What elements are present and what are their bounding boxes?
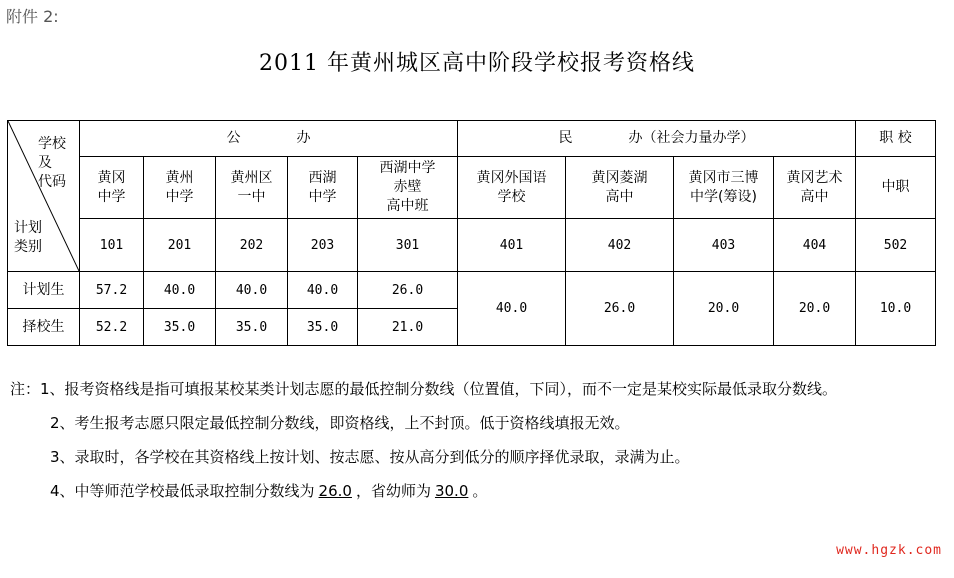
score-cell: 35.0: [144, 309, 216, 346]
school-name-cell: 黄冈艺术 高中: [774, 157, 856, 219]
corner-header-cell: [8, 121, 80, 272]
school-name-cell: 西湖中学 赤壁 高中班: [358, 157, 458, 219]
admission-score-table: [7, 120, 936, 346]
merged-score-cell: 20.0: [674, 272, 774, 346]
page-title: 2011 年黄州城区高中阶段学校报考资格线: [259, 51, 695, 76]
school-code-row: [8, 219, 936, 272]
score-cell: 52.2: [80, 309, 144, 346]
school-code-cell: 401: [458, 219, 566, 272]
school-name-cell: 黄冈市三博 中学(筹设): [674, 157, 774, 219]
attachment-label: 附件 2:: [6, 7, 59, 26]
note-2: 2、考生报考志愿只限定最低控制分数线，即资格线，上不封顶。低于资格线填报无效。: [50, 414, 630, 432]
merged-score-cell: 20.0: [774, 272, 856, 346]
score-cell: 21.0: [358, 309, 458, 346]
school-name-cell: 黄冈菱湖 高中: [566, 157, 674, 219]
merged-score-cell: 26.0: [566, 272, 674, 346]
school-name-cell: 西湖 中学: [288, 157, 358, 219]
school-code-cell: 403: [674, 219, 774, 272]
group-private: 民 办（社会力量办学）: [458, 121, 856, 157]
school-name-cell: 中职: [856, 157, 936, 219]
score-cell: 40.0: [144, 272, 216, 309]
merged-score-cell: 40.0: [458, 272, 566, 346]
merged-score-cell: 10.0: [856, 272, 936, 346]
school-name-cell: 黄州区 一中: [216, 157, 288, 219]
school-name-cell: 黄冈外国语 学校: [458, 157, 566, 219]
school-name-row: [8, 157, 936, 219]
school-code-cell: 502: [856, 219, 936, 272]
school-code-cell: 203: [288, 219, 358, 272]
normal-school-score: 26.0: [318, 482, 352, 500]
school-code-cell: 402: [566, 219, 674, 272]
corner-school-label: 学校 及 代码: [38, 136, 66, 190]
school-code-cell: 201: [144, 219, 216, 272]
note-4: 4、中等师范学校最低录取控制分数线为 26.0 ，省幼师为 30.0 。: [50, 482, 488, 500]
note-3: 3、录取时，各学校在其资格线上按计划、按志愿、按从高分到低分的顺序择优录取，录满为止。: [50, 448, 690, 466]
score-cell: 40.0: [216, 272, 288, 309]
site-watermark: www.hgzk.com: [836, 543, 942, 558]
note-1: 注：1、报考资格线是指可填报某校某类计划志愿的最低控制分数线（位置值，下同），而不一定是某校实际最低录取分数线。: [10, 380, 838, 398]
score-cell: 35.0: [216, 309, 288, 346]
group-public: 公 办: [80, 121, 458, 157]
school-code-cell: 202: [216, 219, 288, 272]
row-label: 择校生: [8, 309, 80, 346]
row-label: 计划生: [8, 272, 80, 309]
corner-plan-label: 计划 类别: [14, 220, 42, 255]
plan-student-row: [8, 272, 936, 309]
school-code-cell: 404: [774, 219, 856, 272]
score-cell: 40.0: [288, 272, 358, 309]
score-cell: 26.0: [358, 272, 458, 309]
score-cell: 35.0: [288, 309, 358, 346]
score-cell: 57.2: [80, 272, 144, 309]
notes-section: [10, 376, 945, 505]
group-vocational: 职 校: [856, 121, 936, 157]
school-name-cell: 黄冈 中学: [80, 157, 144, 219]
group-header-row: [8, 121, 936, 157]
school-code-cell: 101: [80, 219, 144, 272]
school-code-cell: 301: [358, 219, 458, 272]
preschool-teacher-score: 30.0: [434, 482, 469, 500]
school-name-cell: 黄州 中学: [144, 157, 216, 219]
